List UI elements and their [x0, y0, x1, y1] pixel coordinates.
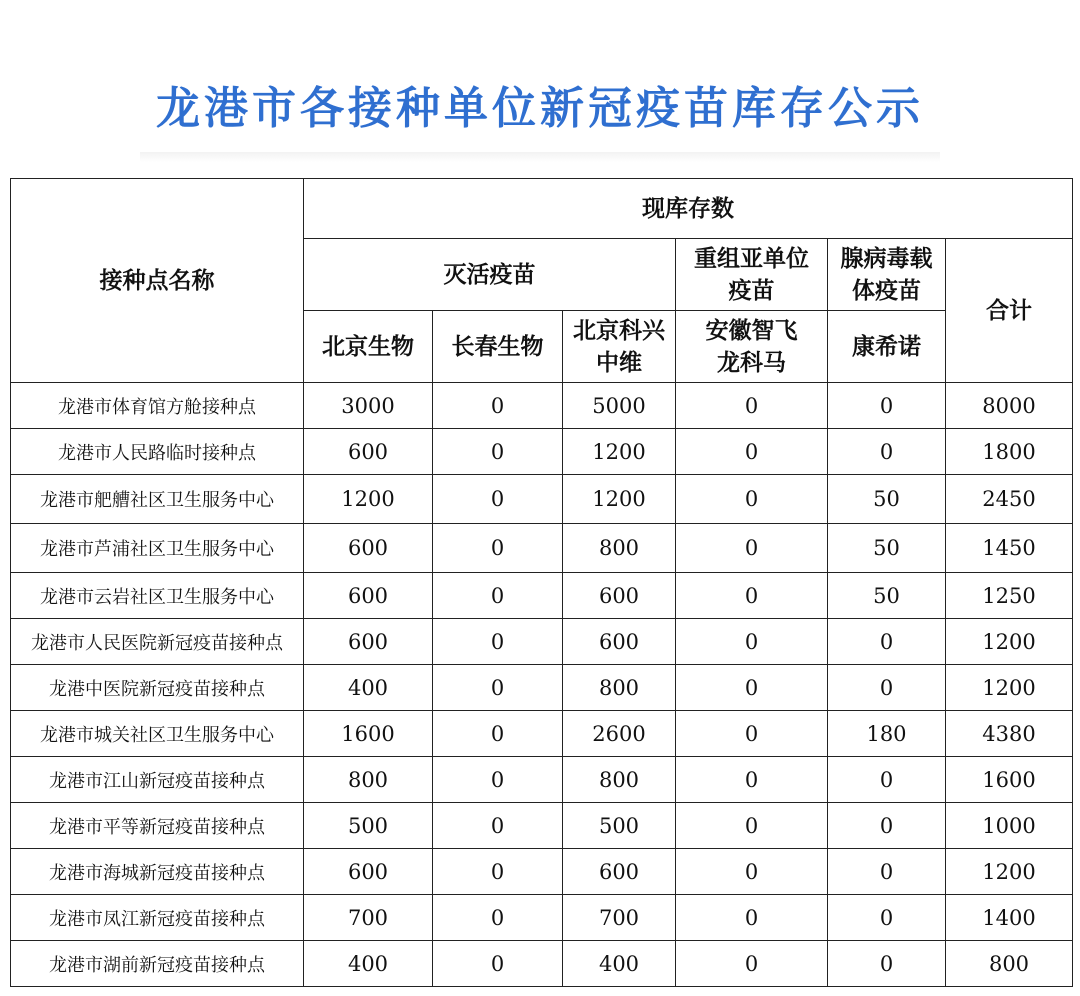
beijing-bio-cell: 600 [304, 849, 433, 895]
sinovac-cell: 400 [563, 941, 676, 987]
zhifei-cell: 0 [676, 573, 828, 619]
header-total: 合计 [946, 239, 1073, 383]
site-name-cell: 龙港市湖前新冠疫苗接种点 [11, 941, 304, 987]
header-zhifei-line1: 安徽智飞 [705, 317, 798, 344]
zhifei-cell: 0 [676, 383, 828, 429]
table-row [11, 619, 1073, 665]
zhifei-cell: 0 [676, 711, 828, 757]
beijing-bio-cell: 1200 [304, 475, 433, 524]
table-row [11, 429, 1073, 475]
site-name-cell: 龙港市平等新冠疫苗接种点 [11, 803, 304, 849]
site-name-cell: 龙港市城关社区卫生服务中心 [11, 711, 304, 757]
total-cell: 800 [946, 941, 1073, 987]
total-cell: 1200 [946, 665, 1073, 711]
table-row [11, 803, 1073, 849]
beijing-bio-cell: 600 [304, 573, 433, 619]
sinovac-cell: 500 [563, 803, 676, 849]
beijing-bio-cell: 400 [304, 941, 433, 987]
beijing-bio-cell: 700 [304, 895, 433, 941]
table-row [11, 895, 1073, 941]
zhifei-cell: 0 [676, 475, 828, 524]
table-row [11, 524, 1073, 573]
header-zhifei-line2: 龙科马 [717, 349, 786, 376]
changchun-bio-cell: 0 [433, 849, 563, 895]
header-inactivated-vaccine: 灭活疫苗 [304, 239, 676, 311]
table-row [11, 941, 1073, 987]
header-adenovirus-line2: 体疫苗 [852, 277, 921, 304]
beijing-bio-cell: 600 [304, 619, 433, 665]
beijing-bio-cell: 500 [304, 803, 433, 849]
page-title: 龙港市各接种单位新冠疫苗库存公示 [156, 83, 924, 134]
cansino-cell: 50 [828, 475, 946, 524]
cansino-cell: 0 [828, 429, 946, 475]
zhifei-cell: 0 [676, 665, 828, 711]
beijing-bio-cell: 1600 [304, 711, 433, 757]
zhifei-cell: 0 [676, 803, 828, 849]
cansino-cell: 0 [828, 803, 946, 849]
zhifei-cell: 0 [676, 429, 828, 475]
header-current-stock: 现库存数 [304, 179, 1073, 239]
sinovac-cell: 1200 [563, 429, 676, 475]
header-beijing-bio: 北京生物 [304, 311, 433, 383]
table-row [11, 383, 1073, 429]
cansino-cell: 0 [828, 941, 946, 987]
sinovac-cell: 600 [563, 619, 676, 665]
cansino-cell: 0 [828, 849, 946, 895]
table-row [11, 475, 1073, 524]
changchun-bio-cell: 0 [433, 757, 563, 803]
changchun-bio-cell: 0 [433, 573, 563, 619]
total-cell: 1250 [946, 573, 1073, 619]
cansino-cell: 0 [828, 757, 946, 803]
total-cell: 1600 [946, 757, 1073, 803]
beijing-bio-cell: 800 [304, 757, 433, 803]
beijing-bio-cell: 3000 [304, 383, 433, 429]
changchun-bio-cell: 0 [433, 711, 563, 757]
vaccine-stock-table [10, 178, 1073, 987]
cansino-cell: 180 [828, 711, 946, 757]
changchun-bio-cell: 0 [433, 524, 563, 573]
cansino-cell: 0 [828, 383, 946, 429]
site-name-cell: 龙港市海城新冠疫苗接种点 [11, 849, 304, 895]
total-cell: 1400 [946, 895, 1073, 941]
beijing-bio-cell: 600 [304, 524, 433, 573]
header-changchun-bio: 长春生物 [433, 311, 563, 383]
zhifei-cell: 0 [676, 524, 828, 573]
header-zhifei-longkema [676, 311, 828, 383]
header-site-name: 接种点名称 [11, 179, 304, 383]
site-name-cell: 龙港市体育馆方舱接种点 [11, 383, 304, 429]
sinovac-cell: 600 [563, 849, 676, 895]
site-name-cell: 龙港中医院新冠疫苗接种点 [11, 665, 304, 711]
site-name-cell: 龙港市云岩社区卫生服务中心 [11, 573, 304, 619]
cansino-cell: 0 [828, 619, 946, 665]
header-recombinant-line1: 重组亚单位 [694, 245, 809, 272]
beijing-bio-cell: 600 [304, 429, 433, 475]
sinovac-cell: 700 [563, 895, 676, 941]
total-cell: 1200 [946, 849, 1073, 895]
title-underline-shadow [140, 152, 940, 162]
table-row [11, 849, 1073, 895]
table-row [11, 711, 1073, 757]
site-name-cell: 龙港市人民路临时接种点 [11, 429, 304, 475]
sinovac-cell: 2600 [563, 711, 676, 757]
total-cell: 1800 [946, 429, 1073, 475]
changchun-bio-cell: 0 [433, 895, 563, 941]
beijing-bio-cell: 400 [304, 665, 433, 711]
zhifei-cell: 0 [676, 895, 828, 941]
changchun-bio-cell: 0 [433, 429, 563, 475]
total-cell: 8000 [946, 383, 1073, 429]
header-adenovirus-vaccine [828, 239, 946, 311]
changchun-bio-cell: 0 [433, 803, 563, 849]
table-row [11, 665, 1073, 711]
site-name-cell: 龙港市舥艚社区卫生服务中心 [11, 475, 304, 524]
header-recombinant-vaccine [676, 239, 828, 311]
total-cell: 2450 [946, 475, 1073, 524]
sinovac-cell: 800 [563, 524, 676, 573]
changchun-bio-cell: 0 [433, 383, 563, 429]
cansino-cell: 0 [828, 895, 946, 941]
cansino-cell: 0 [828, 665, 946, 711]
header-adenovirus-line1: 腺病毒载 [840, 245, 933, 272]
table-row [11, 573, 1073, 619]
header-cansino: 康希诺 [828, 311, 946, 383]
zhifei-cell: 0 [676, 849, 828, 895]
changchun-bio-cell: 0 [433, 619, 563, 665]
changchun-bio-cell: 0 [433, 941, 563, 987]
cansino-cell: 50 [828, 573, 946, 619]
total-cell: 1000 [946, 803, 1073, 849]
header-recombinant-line2: 疫苗 [728, 277, 775, 304]
site-name-cell: 龙港市江山新冠疫苗接种点 [11, 757, 304, 803]
zhifei-cell: 0 [676, 757, 828, 803]
header-sinovac-line2: 中维 [596, 349, 642, 376]
zhifei-cell: 0 [676, 941, 828, 987]
site-name-cell: 龙港市人民医院新冠疫苗接种点 [11, 619, 304, 665]
site-name-cell: 龙港市凤江新冠疫苗接种点 [11, 895, 304, 941]
total-cell: 4380 [946, 711, 1073, 757]
table-row [11, 757, 1073, 803]
sinovac-cell: 800 [563, 757, 676, 803]
sinovac-cell: 5000 [563, 383, 676, 429]
total-cell: 1450 [946, 524, 1073, 573]
header-sinovac-zhongwei [563, 311, 676, 383]
changchun-bio-cell: 0 [433, 475, 563, 524]
table-body [11, 383, 1073, 987]
site-name-cell: 龙港市芦浦社区卫生服务中心 [11, 524, 304, 573]
changchun-bio-cell: 0 [433, 665, 563, 711]
sinovac-cell: 800 [563, 665, 676, 711]
sinovac-cell: 1200 [563, 475, 676, 524]
header-sinovac-line1: 北京科兴 [573, 317, 665, 344]
sinovac-cell: 600 [563, 573, 676, 619]
zhifei-cell: 0 [676, 619, 828, 665]
cansino-cell: 50 [828, 524, 946, 573]
total-cell: 1200 [946, 619, 1073, 665]
